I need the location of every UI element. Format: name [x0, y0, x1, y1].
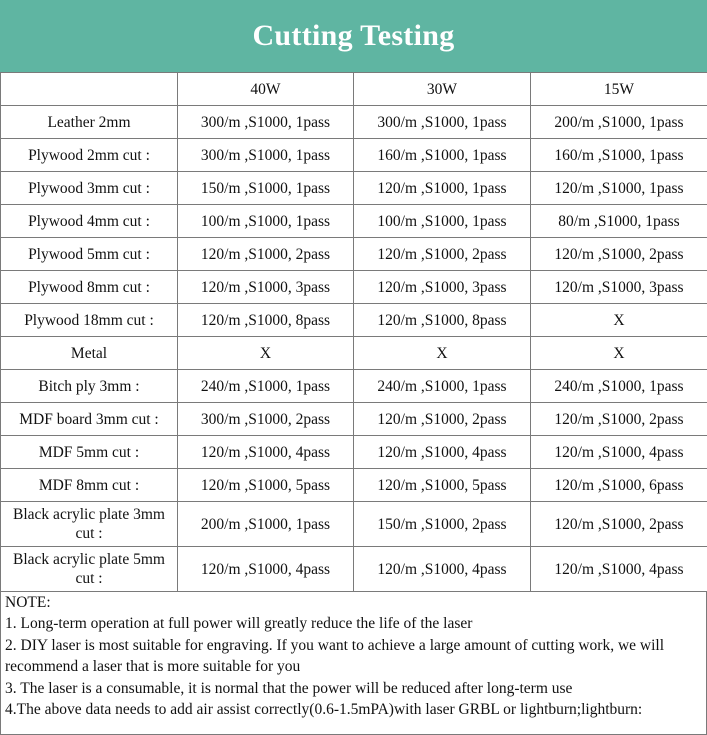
- table-cell: 120/m ,S1000, 2pass: [354, 238, 531, 271]
- material-label: Black acrylic plate 5mm cut :: [1, 547, 178, 592]
- column-header: 40W: [178, 73, 354, 106]
- table-cell: 200/m ,S1000, 1pass: [531, 106, 707, 139]
- table-cell: 120/m ,S1000, 8pass: [178, 304, 354, 337]
- note-item: 2. DIY laser is most suitable for engraving. If you want to achieve a large amount of cutting work, we will recommend a laser that is more suitable for you: [5, 635, 702, 678]
- table-cell: 120/m ,S1000, 5pass: [178, 469, 354, 502]
- table-cell: 120/m ,S1000, 2pass: [531, 238, 707, 271]
- table-cell: X: [531, 337, 707, 370]
- material-label: Plywood 8mm cut :: [1, 271, 178, 304]
- note-item: 1. Long-term operation at full power will greatly reduce the life of the laser: [5, 613, 702, 634]
- table-cell: 120/m ,S1000, 2pass: [531, 502, 707, 547]
- table-row: [1, 139, 707, 172]
- table-cell: 300/m ,S1000, 1pass: [354, 106, 531, 139]
- table-cell: 120/m ,S1000, 3pass: [531, 271, 707, 304]
- table-cell: 120/m ,S1000, 1pass: [354, 172, 531, 205]
- table-row: [1, 502, 707, 547]
- cutting-table: [0, 72, 707, 592]
- table-cell: 120/m ,S1000, 4pass: [178, 547, 354, 592]
- material-label: Plywood 4mm cut :: [1, 205, 178, 238]
- column-header: 30W: [354, 73, 531, 106]
- table-row: [1, 271, 707, 304]
- material-label: MDF board 3mm cut :: [1, 403, 178, 436]
- table-cell: 300/m ,S1000, 1pass: [178, 139, 354, 172]
- material-label: Plywood 18mm cut :: [1, 304, 178, 337]
- table-cell: 240/m ,S1000, 1pass: [531, 370, 707, 403]
- table-cell: 120/m ,S1000, 4pass: [354, 436, 531, 469]
- table-cell: 240/m ,S1000, 1pass: [178, 370, 354, 403]
- table-cell: X: [531, 304, 707, 337]
- table-cell: 160/m ,S1000, 1pass: [354, 139, 531, 172]
- page-header: [0, 0, 707, 72]
- material-label: Plywood 3mm cut :: [1, 172, 178, 205]
- table-cell: 120/m ,S1000, 2pass: [354, 403, 531, 436]
- material-label: Bitch ply 3mm :: [1, 370, 178, 403]
- table-row: [1, 106, 707, 139]
- table-cell: 120/m ,S1000, 4pass: [531, 547, 707, 592]
- table-cell: 120/m ,S1000, 4pass: [531, 436, 707, 469]
- material-label: Plywood 2mm cut :: [1, 139, 178, 172]
- note-item: 4.The above data needs to add air assist correctly(0.6-1.5mPA)with laser GRBL or lightburn;lightburn:: [5, 699, 702, 720]
- table-cell: 300/m ,S1000, 2pass: [178, 403, 354, 436]
- table-row: [1, 337, 707, 370]
- table-row: [1, 304, 707, 337]
- table-header-row: [1, 73, 707, 106]
- column-header: 15W: [531, 73, 707, 106]
- note-item: 3. The laser is a consumable, it is normal that the power will be reduced after long-term use: [5, 678, 702, 699]
- table-row: [1, 547, 707, 592]
- table-cell: 160/m ,S1000, 1pass: [531, 139, 707, 172]
- table-cell: 120/m ,S1000, 2pass: [178, 238, 354, 271]
- table-row: [1, 238, 707, 271]
- material-label: Black acrylic plate 3mm cut :: [1, 502, 178, 547]
- page-title: Cutting Testing: [252, 19, 454, 53]
- table-row: [1, 436, 707, 469]
- material-label: Plywood 5mm cut :: [1, 238, 178, 271]
- table-cell: 80/m ,S1000, 1pass: [531, 205, 707, 238]
- table-cell: 100/m ,S1000, 1pass: [354, 205, 531, 238]
- material-label: MDF 8mm cut :: [1, 469, 178, 502]
- table-cell: 120/m ,S1000, 8pass: [354, 304, 531, 337]
- table-cell: 200/m ,S1000, 1pass: [178, 502, 354, 547]
- table-row: [1, 403, 707, 436]
- table-cell: 100/m ,S1000, 1pass: [178, 205, 354, 238]
- table-row: [1, 370, 707, 403]
- table-cell: 120/m ,S1000, 4pass: [354, 547, 531, 592]
- material-label: MDF 5mm cut :: [1, 436, 178, 469]
- notes-heading: NOTE:: [5, 592, 702, 613]
- table-cell: 120/m ,S1000, 2pass: [531, 403, 707, 436]
- table-cell: 120/m ,S1000, 5pass: [354, 469, 531, 502]
- table-cell: 150/m ,S1000, 2pass: [354, 502, 531, 547]
- material-label: Leather 2mm: [1, 106, 178, 139]
- table-row: [1, 469, 707, 502]
- table-cell: 120/m ,S1000, 3pass: [354, 271, 531, 304]
- table-cell: 120/m ,S1000, 1pass: [531, 172, 707, 205]
- material-label: Metal: [1, 337, 178, 370]
- table-cell: X: [354, 337, 531, 370]
- column-header: [1, 73, 178, 106]
- table-cell: 300/m ,S1000, 1pass: [178, 106, 354, 139]
- notes-section: [0, 592, 707, 735]
- table-cell: 240/m ,S1000, 1pass: [354, 370, 531, 403]
- table-row: [1, 205, 707, 238]
- table-cell: 150/m ,S1000, 1pass: [178, 172, 354, 205]
- table-cell: 120/m ,S1000, 3pass: [178, 271, 354, 304]
- table-cell: 120/m ,S1000, 6pass: [531, 469, 707, 502]
- table-row: [1, 172, 707, 205]
- table-cell: 120/m ,S1000, 4pass: [178, 436, 354, 469]
- table-cell: X: [178, 337, 354, 370]
